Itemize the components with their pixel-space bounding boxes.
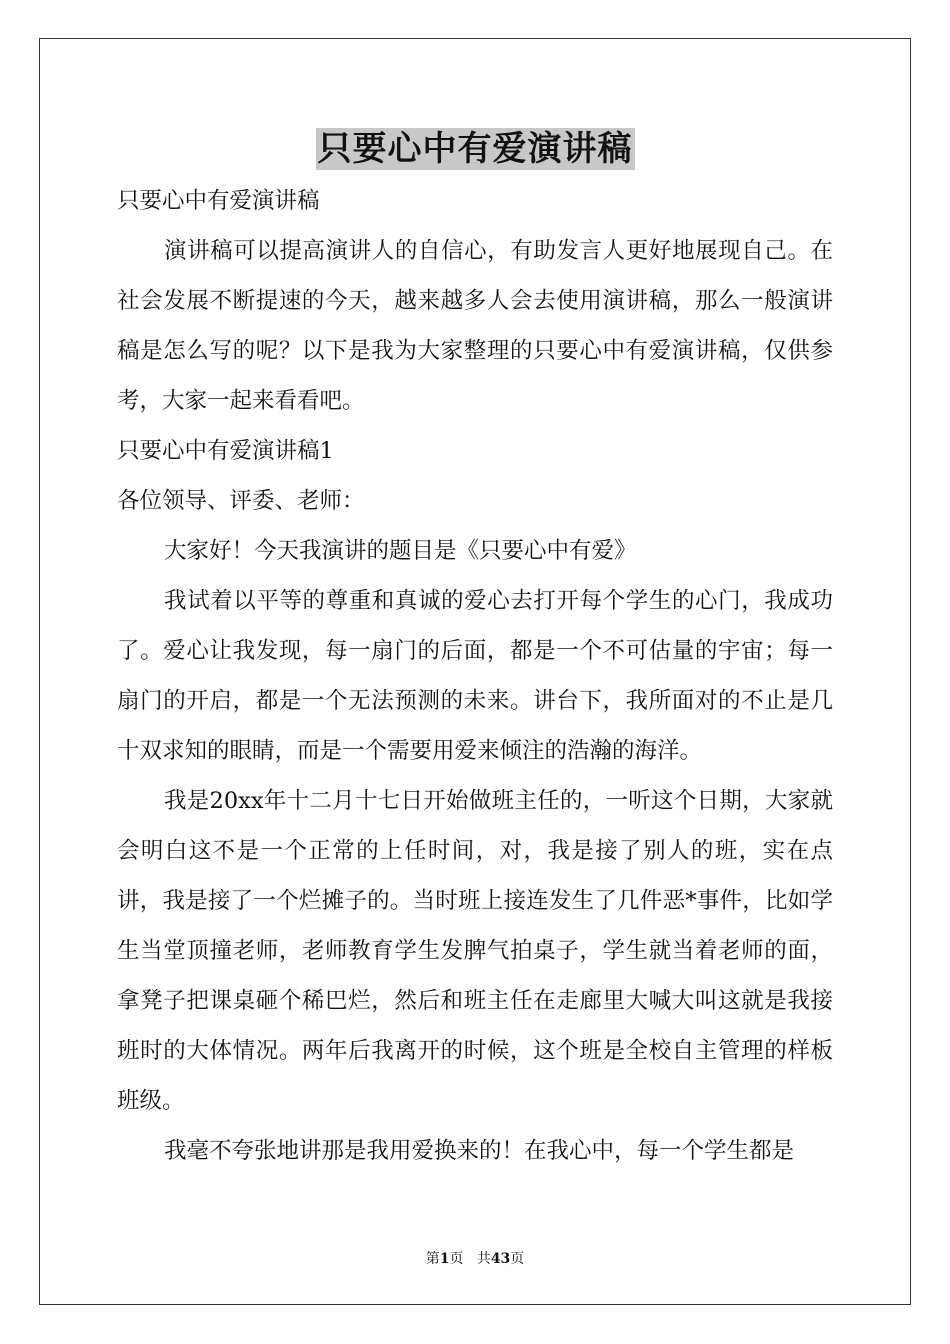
paragraph: 我试着以平等的尊重和真诚的爱心去打开每个学生的心门，我成功了。爱心让我发现，每一扇门的后面，都是一个不可估量的宇宙；每一扇门的开启，都是一个无法预测的未来。讲台下，我所面对的不止是几十双求知的眼睛，而是一个需要用爱来倾注的浩瀚的海洋。 — [117, 588, 833, 764]
footer-page-suffix: 页 — [449, 1251, 464, 1267]
footer-total-prefix: 共 — [476, 1251, 491, 1267]
paragraph: 只要心中有爱演讲稿 — [117, 188, 320, 214]
paragraph: 演讲稿可以提高演讲人的自信心，有助发言人更好地展现自己。在社会发展不断提速的今天，越来越多人会去使用演讲稿，那么一般演讲稿是怎么写的呢？以下是我为大家整理的只要心中有爱演讲稿，仅供参考，大家一起来看看吧。 — [117, 238, 833, 414]
paragraph: 只要心中有爱演讲稿1 — [117, 438, 334, 464]
footer-total-suffix: 页 — [510, 1251, 525, 1267]
paragraph: 大家好！今天我演讲的题目是《只要心中有爱》 — [164, 538, 637, 564]
paragraph: 我毫不夸张地讲那是我用爱换来的！在我心中，每一个学生都是 — [164, 1138, 795, 1164]
footer-page-number: 1 — [439, 1251, 450, 1267]
page-footer — [0, 1248, 950, 1268]
footer-total-pages: 43 — [490, 1251, 511, 1267]
document-title: 只要心中有爱演讲稿 — [317, 129, 633, 169]
document-body — [117, 176, 833, 1176]
footer-prefix: 第 — [425, 1251, 440, 1267]
paragraph: 各位领导、评委、老师： — [117, 488, 365, 514]
title-container — [0, 128, 950, 170]
paragraph: 我是20xx年十二月十七日开始做班主任的，一听这个日期，大家就会明白这不是一个正常的上任时间，对，我是接了别人的班，实在点讲，我是接了一个烂摊子的。当时班上接连发生了几件恶*事件，比如学生当堂顶撞老师，老师教育学生发脾气拍桌子，学生就当着老师的面，拿凳子把课桌砸个稀巴烂，然后和班主任在走廊里大喊大叫这就是我接班时的大体情况。两年后我离开的时候，这个班是全校自主管理的样板班级。 — [117, 788, 833, 1114]
